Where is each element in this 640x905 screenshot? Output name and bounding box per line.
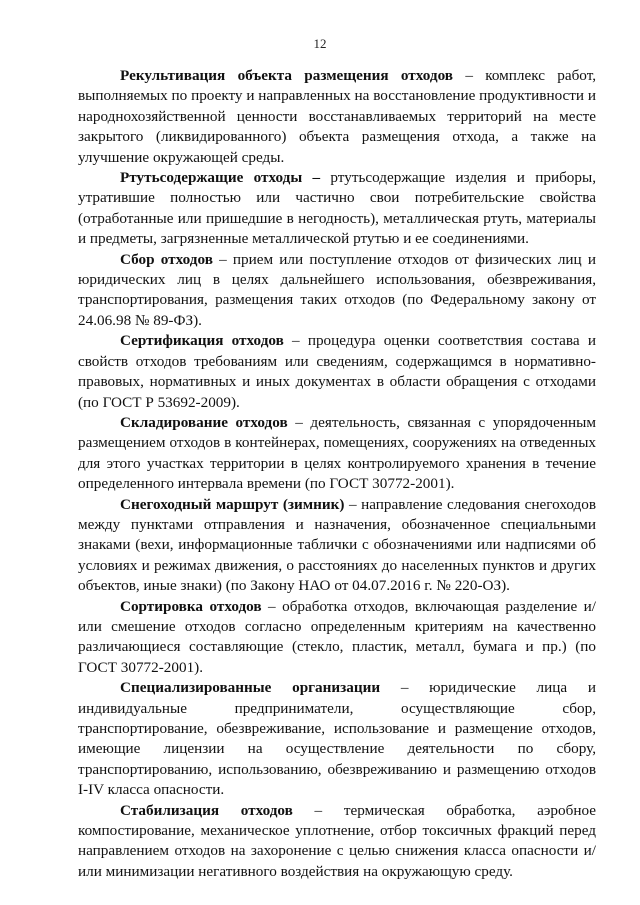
entry-term: Сертификация отходов [120, 332, 284, 350]
entry-definition: – прием или поступление отходов от физических лиц и юридических лиц в целях дальнейшего использования, обезвреживания, транспортирования, размещения таких отходов (по Федеральному закону от 24.06.98 № 89-ФЗ). [78, 250, 597, 329]
entry-term: Складирование отходов [120, 413, 288, 431]
glossary-entry [78, 66, 596, 168]
entry-term: Стабилизация отходов [120, 801, 293, 819]
glossary-entry [78, 801, 596, 883]
entry-term: Ртутьсодержащие отходы – [120, 169, 321, 187]
glossary-entry [78, 168, 596, 250]
entry-term: Специализированные организации [120, 679, 381, 697]
entry-term: Рекультивация объекта размещения отходов [120, 67, 454, 84]
entry-term: Сбор отходов [120, 250, 213, 268]
glossary-entry [78, 495, 596, 597]
glossary-entry [78, 678, 596, 800]
entry-term: Сортировка отходов [120, 597, 262, 615]
glossary-entry [78, 413, 596, 495]
entry-definition: ртутьсодержащие изделия и приборы, утратившие полностью или частично свои потребительские свойства (отработанные или пришедшие в негодность), металлическая ртуть, материалы и предметы, загрязненные металлической ртутью и ее соединениями. [78, 169, 596, 248]
entry-definition: – комплекс работ, выполняемых по проекту и направленных на восстановление продуктивности и народнохозяйственной ценности восстанавливаемых территорий на месте закрытого (ликвидированного) объекта размещения отхода, а также на улучшение окружающей среды. [78, 67, 596, 166]
page-number: 12 [313, 36, 327, 51]
glossary-entry [78, 331, 596, 413]
entry-term: Снегоходный маршрут (зимник) [120, 495, 345, 513]
entry-definition: – деятельность, связанная с упорядоченным размещением отходов в контейнерах, помещениях, сооружениях на отведенных для этого участках территории в целях контролируемого хранения в течение определенного интервала времени (по ГОСТ 30772-2001). [78, 413, 596, 493]
glossary-entry [78, 250, 596, 332]
entry-definition: – юридические лица и индивидуальные предприниматели, осуществляющие сбор, транспортирование, обезвреживание, использование и размещение отходов, имеющие лицензии на осуществление деятельности по сбору, транспортированию, использованию, обезвреживанию и размещению отходов I-IV класса опасности. [78, 679, 596, 799]
entry-definition: – обработка отходов, включающая разделение и/или смешение отходов согласно определенным критериям на качественно различающиеся составляющие (стекло, пластик, металл, бумага и пр.) (по ГОСТ 30772-2001). [78, 597, 596, 676]
entry-definition: – процедура оценки соответствия состава и свойств отходов требованиям или сведениям, содержащимся в нормативно-правовых, нормативных и иных документах в области обращения с отходами (по ГОСТ Р 53692-2009). [78, 332, 596, 411]
glossary-body [78, 66, 596, 882]
entry-definition: – термическая обработка, аэробное компостирование, механическое уплотнение, отбор токсичных фракций перед направлением отходов на захоронение с целью снижения класса опасности и/или минимизации негативного воздействия на окружающую среду. [78, 801, 596, 880]
glossary-entry [78, 597, 596, 679]
entry-definition: – направление следования снегоходов между пунктами отправления и назначения, обозначенное специальными знаками (вехи, информационные таблички с обозначениями или надписями об условиях и режимах движения, о расстояниях до населенных пунктов и других объектов, иные знаки) (по Закону НАО от 04.07.2016 г. № 220-ОЗ). [78, 495, 596, 595]
